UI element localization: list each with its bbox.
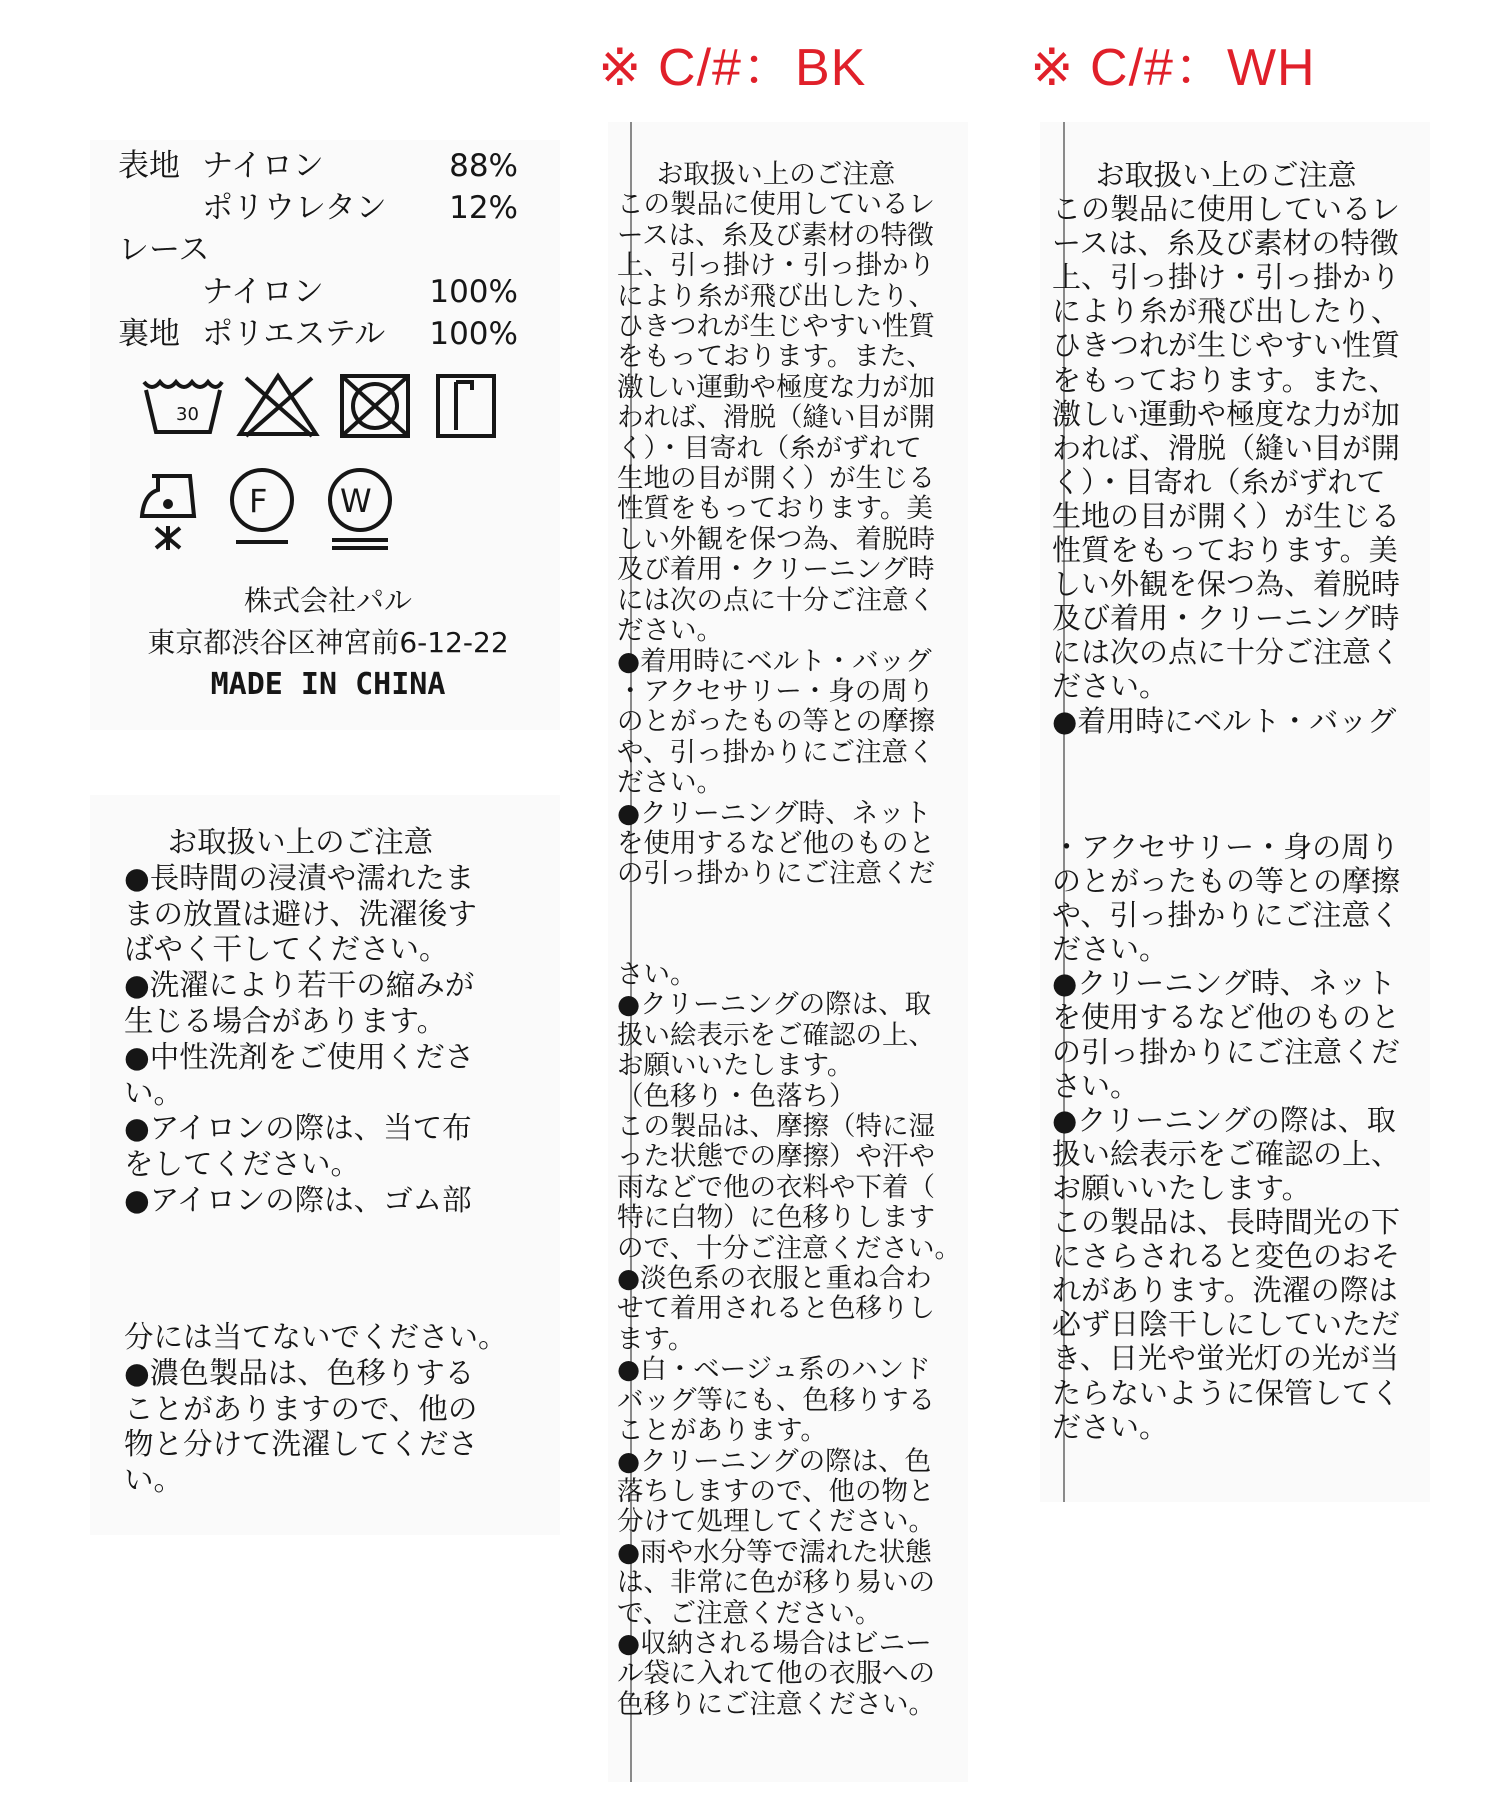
notice-line: 上、引っ掛け・引っ掛かり — [617, 250, 935, 282]
notice-line: バッグ等にも、色移りする — [617, 1384, 935, 1416]
notice-line: や、引っ掛かりにご注意く — [1052, 898, 1400, 933]
notice-line: ●濃色製品は、色移りする — [124, 1355, 475, 1390]
composition-percent: 100% — [429, 274, 518, 310]
notice-line: ・アクセサリー・身の周り — [1052, 830, 1400, 864]
notice-line: 分けて処理してください。 — [617, 1506, 935, 1538]
notice-line: い。 — [124, 1075, 184, 1110]
composition-material: ナイロン — [202, 148, 324, 184]
notice-line: ださい。 — [1052, 1409, 1169, 1444]
notice-line: には次の点に十分ご注意く — [1052, 635, 1401, 670]
notice-line: ばやく干してください。 — [124, 932, 449, 967]
notice-line: く）・目寄れ（糸がずれて — [617, 432, 922, 464]
notice-line: ●中性洗剤をご使用くださ — [124, 1039, 475, 1074]
notice-line: にさらされると変色のおそ — [1052, 1239, 1401, 1274]
notice-line: ●着用時にベルト・バッグ — [1052, 703, 1397, 738]
notice-title: お取扱い上のご注意 — [656, 159, 896, 190]
notice-line: をもっております。また、 — [617, 341, 933, 373]
notice-line: った状態での摩擦）や汗や — [617, 1141, 935, 1173]
wh-notice-part2 — [1052, 830, 1400, 1444]
notice-line: 色移りにご注意ください。 — [617, 1688, 935, 1720]
notice-line: 性質をもっております。美 — [1052, 533, 1398, 568]
fabric-composition — [118, 145, 518, 355]
dry-clean-f-icon — [232, 470, 292, 542]
notice-title: お取扱い上のご注意 — [167, 825, 434, 859]
notice-line: われば、滑脱（縫い目が開 — [617, 402, 935, 434]
company-name: 株式会社パル — [243, 584, 412, 617]
country-of-origin: MADE IN CHINA — [210, 667, 446, 702]
notice-line: のとがったもの等との摩擦 — [1052, 864, 1401, 899]
no-tumble-dry-icon — [342, 376, 408, 436]
dry-clean-letter: F — [249, 482, 268, 520]
notice-line: ので、十分ご注意ください。 — [617, 1232, 961, 1264]
notice-line: しい外観を保つ為、着脱時 — [617, 523, 935, 555]
notice-line: ひきつれが生じやすい性質 — [617, 311, 935, 343]
bk-notice-part2 — [617, 960, 961, 1720]
no-bleach-icon — [240, 376, 316, 436]
notice-line: や、引っ掛かりにご注意く — [617, 736, 935, 768]
notice-line: この製品に使用しているレ — [617, 189, 935, 221]
notice-line: ●クリーニングの際は、取 — [617, 989, 932, 1021]
composition-material: ナイロン — [202, 274, 324, 310]
notice-line: 上、引っ掛け・引っ掛かり — [1052, 260, 1401, 295]
notice-line: （色移り・色落ち） — [617, 1080, 856, 1112]
notice-line: をしてください。 — [124, 1147, 361, 1182]
composition-row — [118, 271, 518, 313]
company-address: 東京都渋谷区神宮前6-12-22 — [147, 626, 509, 659]
notice-line: ●収納される場合はビニー — [617, 1627, 932, 1659]
notice-line: ル袋に入れて他の衣服への — [617, 1658, 935, 1690]
notice-line: 扱い絵表示をご確認の上、 — [617, 1019, 935, 1051]
composition-label: 裏地 — [118, 316, 180, 352]
notice-line: 落ちしますので、他の物と — [617, 1475, 935, 1507]
notice-line: 特に白物）に色移りします — [617, 1202, 935, 1234]
composition-row — [118, 313, 518, 355]
notice-line: ●淡色系の衣服と重ね合わ — [617, 1263, 932, 1295]
notice-line: 生地の目が開く）が生じる — [617, 463, 935, 495]
notice-line: ●アイロンの際は、当て布 — [124, 1111, 472, 1146]
composition-label: レース — [118, 232, 210, 268]
composition-row — [118, 229, 518, 271]
notice-line: まの放置は避け、洗濯後す — [124, 896, 477, 931]
notice-line: ださい。 — [1052, 932, 1169, 967]
notice-line: には次の点に十分ご注意く — [617, 584, 935, 616]
notice-line: 分には当てないでください。 — [124, 1320, 508, 1354]
color-bk-header: ※ C/#：BK — [598, 39, 867, 97]
notice-line: 性質をもっております。美 — [617, 493, 933, 525]
notice-line: 激しい運動や極度な力が加 — [617, 371, 935, 403]
notice-line: 及び着用・クリーニング時 — [617, 554, 935, 586]
left-notice-part2 — [124, 1320, 508, 1499]
notice-line: ・アクセサリー・身の周り — [617, 675, 935, 707]
notice-line: ださい。 — [617, 615, 723, 647]
notice-line: を使用するなど他のものと — [617, 827, 935, 859]
notice-line: お願いいたします。 — [617, 1050, 854, 1082]
notice-line: ースは、糸及び素材の特徴 — [617, 219, 934, 251]
notice-line: き、日光や蛍光灯の光が当 — [1052, 1341, 1399, 1376]
notice-line: ●着用時にベルト・バッグ — [617, 645, 932, 677]
notice-line: この製品に使用しているレ — [1052, 192, 1401, 227]
notice-line: さい。 — [1052, 1068, 1140, 1103]
hand-wash-icon — [144, 382, 222, 432]
notice-line: により糸が飛び出したり、 — [617, 280, 935, 312]
composition-label: 表地 — [118, 148, 180, 184]
notice-line: ●クリーニング時、ネット — [1052, 966, 1396, 1001]
notice-line: 扱い絵表示をご確認の上、 — [1052, 1136, 1401, 1171]
notice-line: は、非常に色が移り易いの — [617, 1567, 935, 1599]
notice-line: ことがあります。 — [617, 1415, 827, 1447]
notice-line: 必ず日陰干しにしていただ — [1052, 1307, 1401, 1342]
notice-line: この製品は、長時間光の下 — [1052, 1205, 1401, 1240]
wash-temp-label: 30 — [176, 404, 199, 425]
wh-notice-part1 — [1052, 158, 1400, 738]
notice-line: ●洗濯により若干の縮みが — [124, 968, 475, 1003]
wet-clean-w-icon — [330, 470, 390, 548]
notice-line: く）・目寄れ（糸がずれて — [1052, 464, 1386, 499]
company-info — [108, 580, 548, 706]
notice-line: ひきつれが生じやすい性質 — [1052, 328, 1401, 363]
notice-line: 及び着用・クリーニング時 — [1052, 601, 1400, 636]
notice-line: ださい。 — [617, 767, 723, 799]
notice-line: 生地の目が開く）が生じる — [1052, 498, 1401, 533]
composition-percent: 12% — [449, 190, 518, 226]
notice-line: ●白・ベージュ系のハンド — [617, 1354, 931, 1386]
notice-line: 激しい運動や極度な力が加 — [1052, 396, 1401, 431]
notice-line: しい外観を保つ為、着脱時 — [1052, 567, 1401, 602]
composition-row — [118, 145, 518, 187]
notice-line: ●クリーニングの際は、色 — [617, 1445, 932, 1477]
notice-line: ●アイロンの際は、ゴム部 — [124, 1182, 472, 1217]
line-dry-icon — [438, 376, 494, 436]
notice-line: の引っ掛かりにご注意くだ — [1052, 1034, 1401, 1069]
notice-line: ●雨や水分等で濡れた状態 — [617, 1536, 932, 1568]
notice-line: で、ご注意ください。 — [617, 1597, 882, 1629]
notice-line: さい。 — [617, 959, 697, 990]
notice-line: 生じる場合があります。 — [124, 1003, 447, 1038]
low-iron-icon — [142, 476, 194, 550]
notice-line: この製品は、摩擦（特に湿 — [617, 1111, 935, 1143]
notice-line: ●クリーニングの際は、取 — [1052, 1102, 1396, 1137]
composition-row — [118, 187, 518, 229]
notice-line: ースは、糸及び素材の特徴 — [1052, 226, 1399, 261]
wet-clean-letter: W — [340, 482, 372, 520]
color-wh-header: ※ C/#：WH — [1030, 39, 1316, 97]
notice-line: ●長時間の浸漬や濡れたま — [124, 860, 475, 895]
notice-line: れがあります。洗濯の際は — [1052, 1273, 1398, 1308]
notice-line: い。 — [124, 1463, 184, 1498]
care-symbols — [138, 370, 518, 550]
notice-line: をもっております。また、 — [1052, 362, 1398, 397]
notice-line: ●クリーニング時、ネット — [617, 797, 932, 829]
notice-title: お取扱い上のご注意 — [1095, 158, 1357, 192]
notice-line: ださい。 — [1052, 669, 1169, 704]
notice-line: を使用するなど他のものと — [1052, 1000, 1401, 1035]
composition-percent: 88% — [449, 148, 518, 184]
composition-material: ポリエステル — [202, 316, 386, 352]
notice-line: お願いいたします。 — [1052, 1170, 1311, 1205]
notice-line: のとがったもの等との摩擦 — [617, 706, 935, 738]
composition-material: ポリウレタン — [202, 190, 387, 226]
bk-notice-part1 — [617, 160, 935, 890]
notice-line: ことがありますので、他の — [124, 1391, 478, 1426]
composition-percent: 100% — [429, 316, 518, 352]
notice-line: 雨などで他の衣料や下着（ — [617, 1171, 935, 1203]
notice-line: ます。 — [617, 1323, 695, 1355]
notice-line: の引っ掛かりにご注意くだ — [617, 858, 935, 890]
notice-line: により糸が飛び出したり、 — [1052, 294, 1401, 329]
notice-line: 物と分けて洗濯してくださ — [124, 1427, 479, 1462]
notice-line: せて着用されると色移りし — [617, 1293, 935, 1325]
notice-line: われば、滑脱（縫い目が開 — [1052, 430, 1401, 465]
left-notice-part1 — [124, 825, 477, 1219]
notice-line: たらないように保管してく — [1052, 1375, 1401, 1410]
